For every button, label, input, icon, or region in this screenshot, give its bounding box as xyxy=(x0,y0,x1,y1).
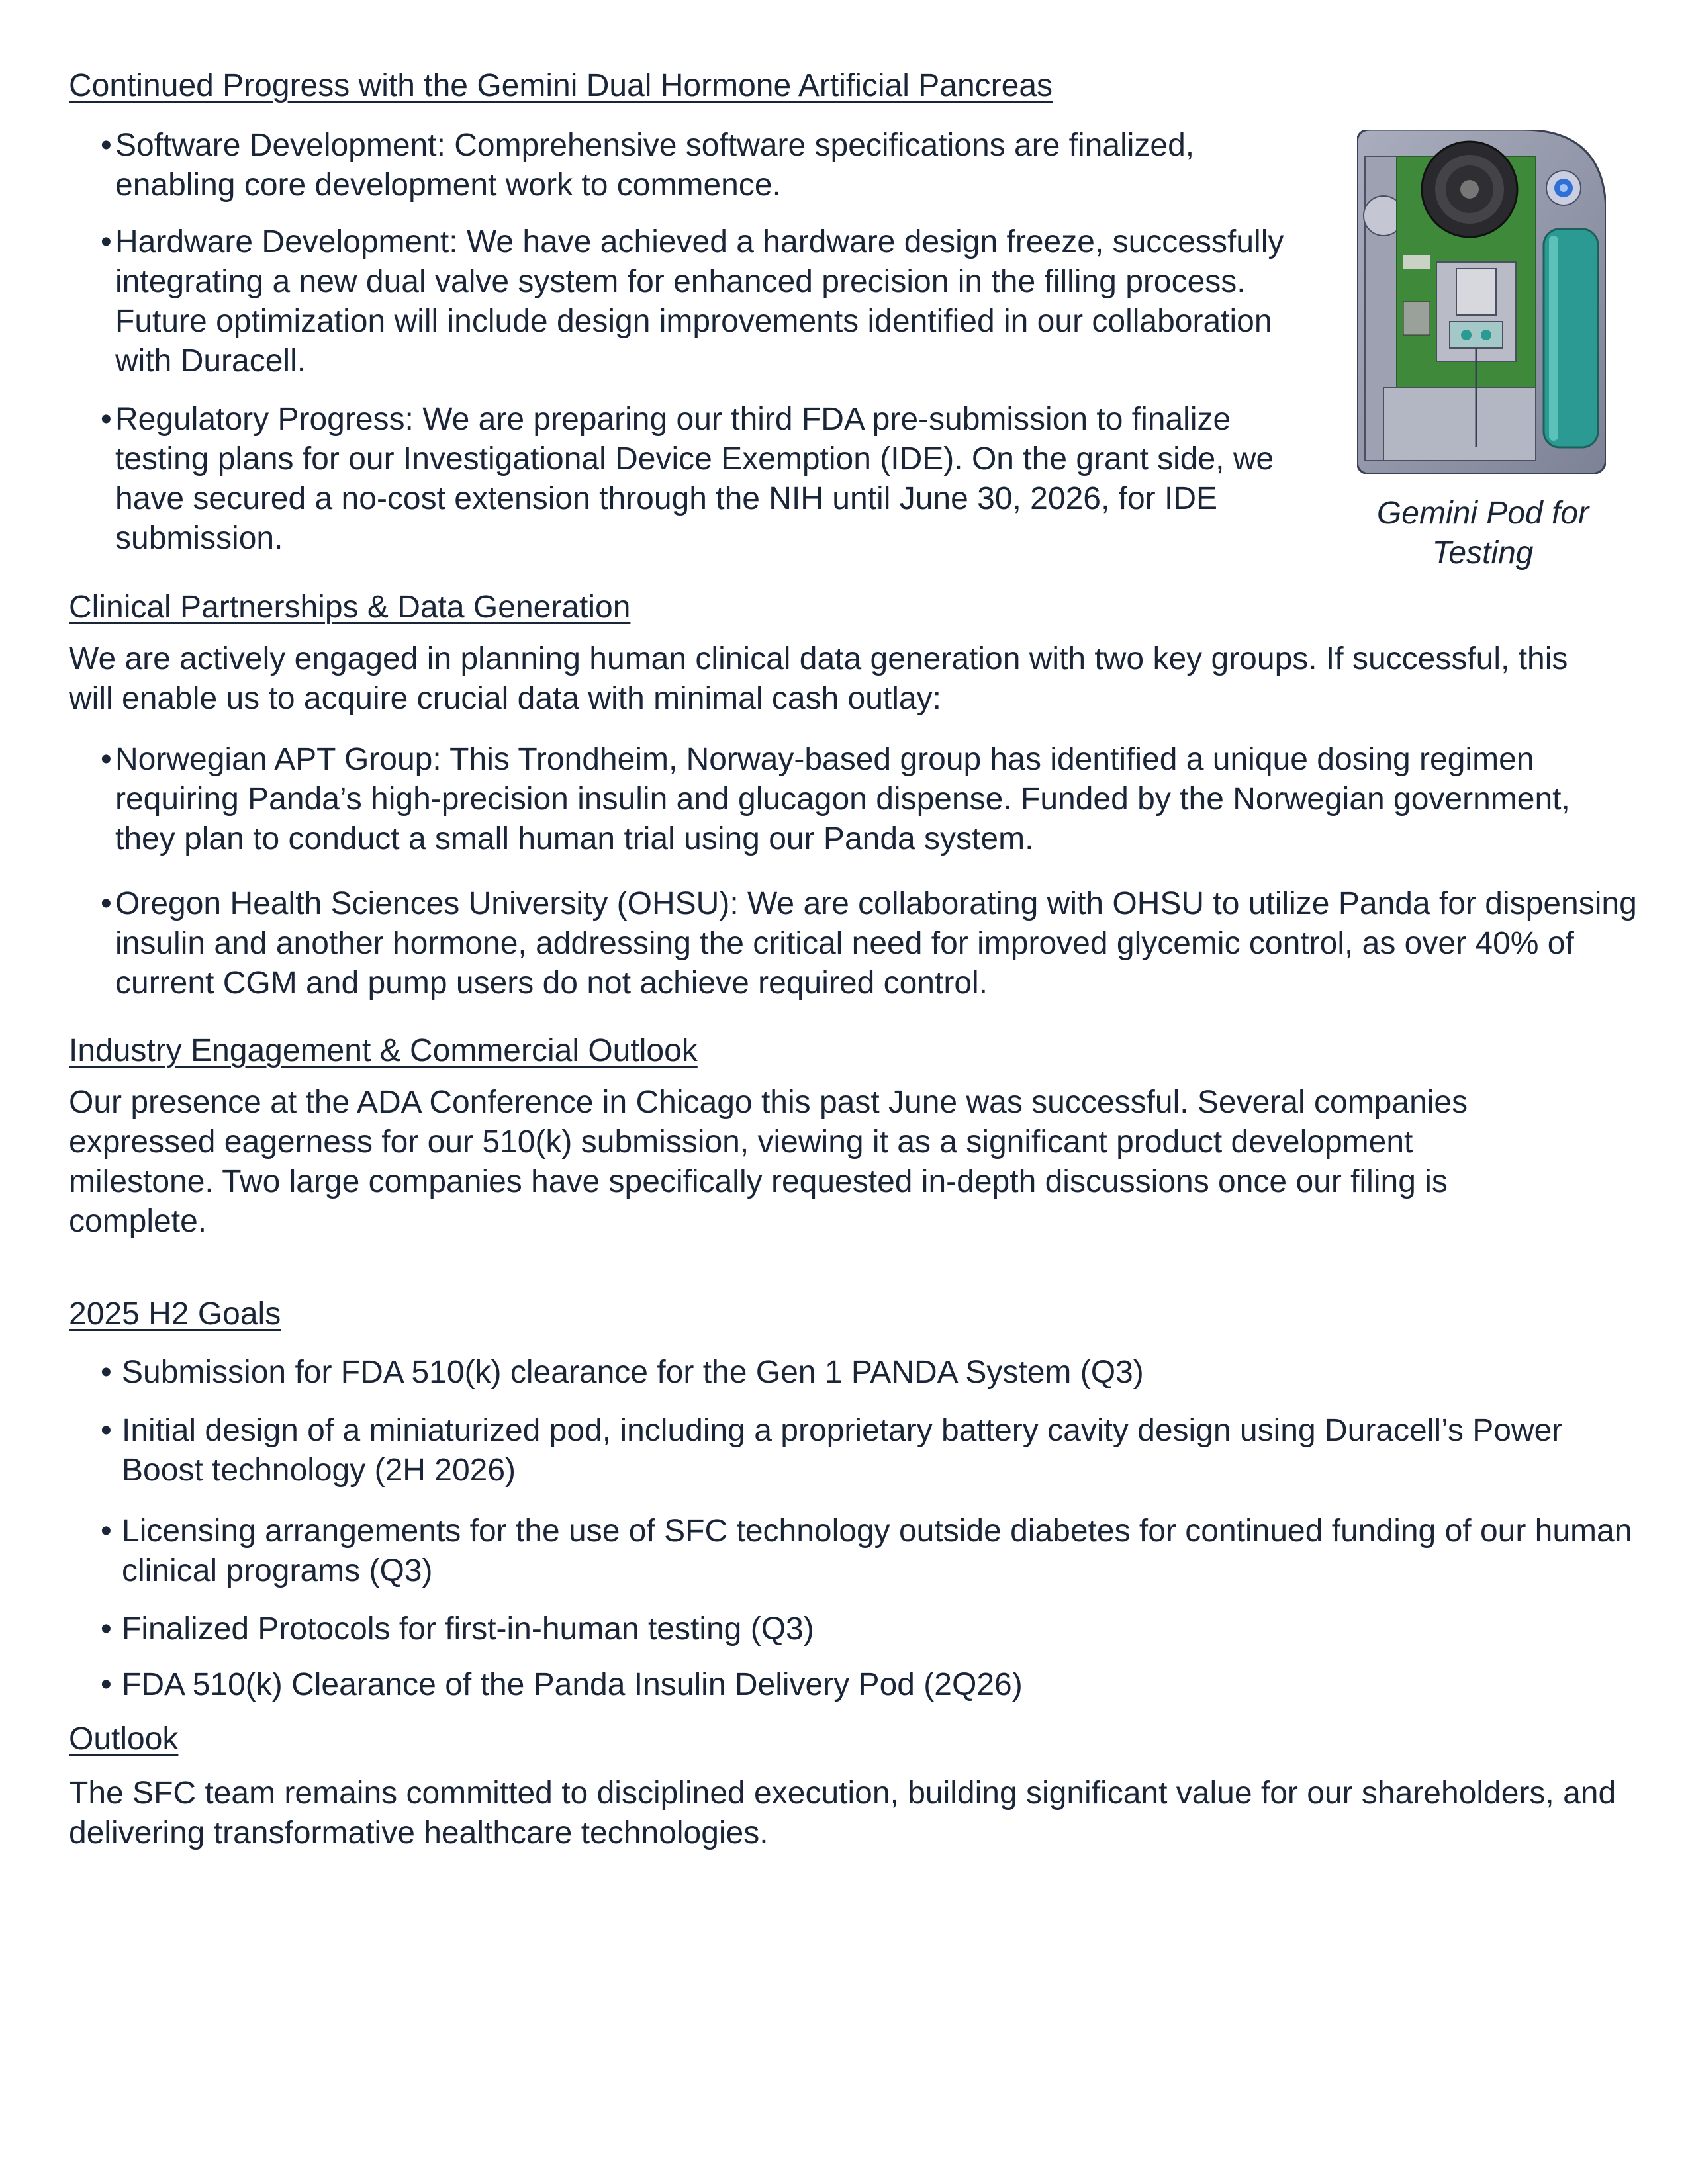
gemini-progress-list xyxy=(101,126,1312,205)
gemini-progress-list-3 xyxy=(101,400,1312,559)
list-item: • Submission for FDA 510(k) clearance for the Gen 1 PANDA System (Q3) xyxy=(101,1353,1623,1392)
list-item: • Software Development: Comprehensive software specifications are finalized, enabling core development work to commence. xyxy=(101,126,1280,205)
clinical-partnerships-list xyxy=(101,740,1583,859)
list-item: • Licensing arrangements for the use of SFC technology outside diabetes for continued funding of our human clinical programs (Q3) xyxy=(101,1512,1644,1591)
outlook-body: The SFC team remains committed to disciplined execution, building significant value for our shareholders, and delivering transformative healthcare technologies. xyxy=(69,1776,1617,1850)
section-heading-clinical-partnerships: Clinical Partnerships & Data Generation xyxy=(69,590,631,625)
figure-caption: Gemini Pod for Testing xyxy=(1376,496,1589,570)
h2-goals-list xyxy=(101,1353,1632,1705)
list-item: • Finalized Protocols for first-in-human testing (Q3) xyxy=(101,1610,1623,1649)
list-item: • Oregon Health Sciences University (OHSU): We are collaborating with OHSU to utilize Panda for dispensing insulin and another hormone, addressing the critical need for improved glycemic control, as over 40% of current CGM and pump users do not achieve required control. xyxy=(101,884,1651,1003)
section-heading-h2-goals: 2025 H2 Goals xyxy=(69,1297,281,1332)
section-heading-outlook: Outlook xyxy=(69,1721,179,1756)
list-item: • Initial design of a miniaturized pod, including a proprietary battery cavity design using Duracell’s Power Boost technology (2H 2026) xyxy=(101,1411,1578,1490)
list-item: • Hardware Development: We have achieved a hardware design freeze, successfully integrating a new dual valve system for enhanced precision in the filling process. Future optimization will include design improvements identified in our collaboration with Duracell. xyxy=(101,222,1307,381)
clinical-partnerships-list-2 xyxy=(101,884,1636,1003)
clinical-partnerships-intro: We are actively engaged in planning human clinical data generation with two key groups. If successful, this will enable us to acquire crucial data with minimal cash outlay: xyxy=(69,641,1568,716)
section-heading-industry-engagement: Industry Engagement & Commercial Outlook xyxy=(69,1033,698,1068)
list-item: • Regulatory Progress: We are preparing our third FDA pre-submission to finalize testing plans for our Investigational Device Exemption (IDE). On the grant side, we have secured a no-cost extension through the NIH until June 30, 2026, for IDE submission. xyxy=(101,400,1327,559)
gemini-progress-list-2 xyxy=(101,222,1312,381)
list-item: • Norwegian APT Group: This Trondheim, Norway-based group has identified a unique dosing regimen requiring Panda’s high-precision insulin and glucagon dispense. Funded by the Norwegian government, they plan to conduct a small human trial using our Panda system. xyxy=(101,740,1591,859)
section-heading-gemini-progress: Continued Progress with the Gemini Dual Hormone Artificial Pancreas xyxy=(69,68,1053,103)
gemini-pod-illustration xyxy=(1357,130,1606,474)
list-item: • FDA 510(k) Clearance of the Panda Insulin Delivery Pod (2Q26) xyxy=(101,1665,1623,1705)
industry-engagement-body: Our presence at the ADA Conference in Chicago this past June was successful. Several companies expressed eagerness for our 510(k) submission, viewing it as a significant product development milestone. Two large companies have specifically requested in-depth discussions once our filing is complete. xyxy=(69,1085,1468,1239)
